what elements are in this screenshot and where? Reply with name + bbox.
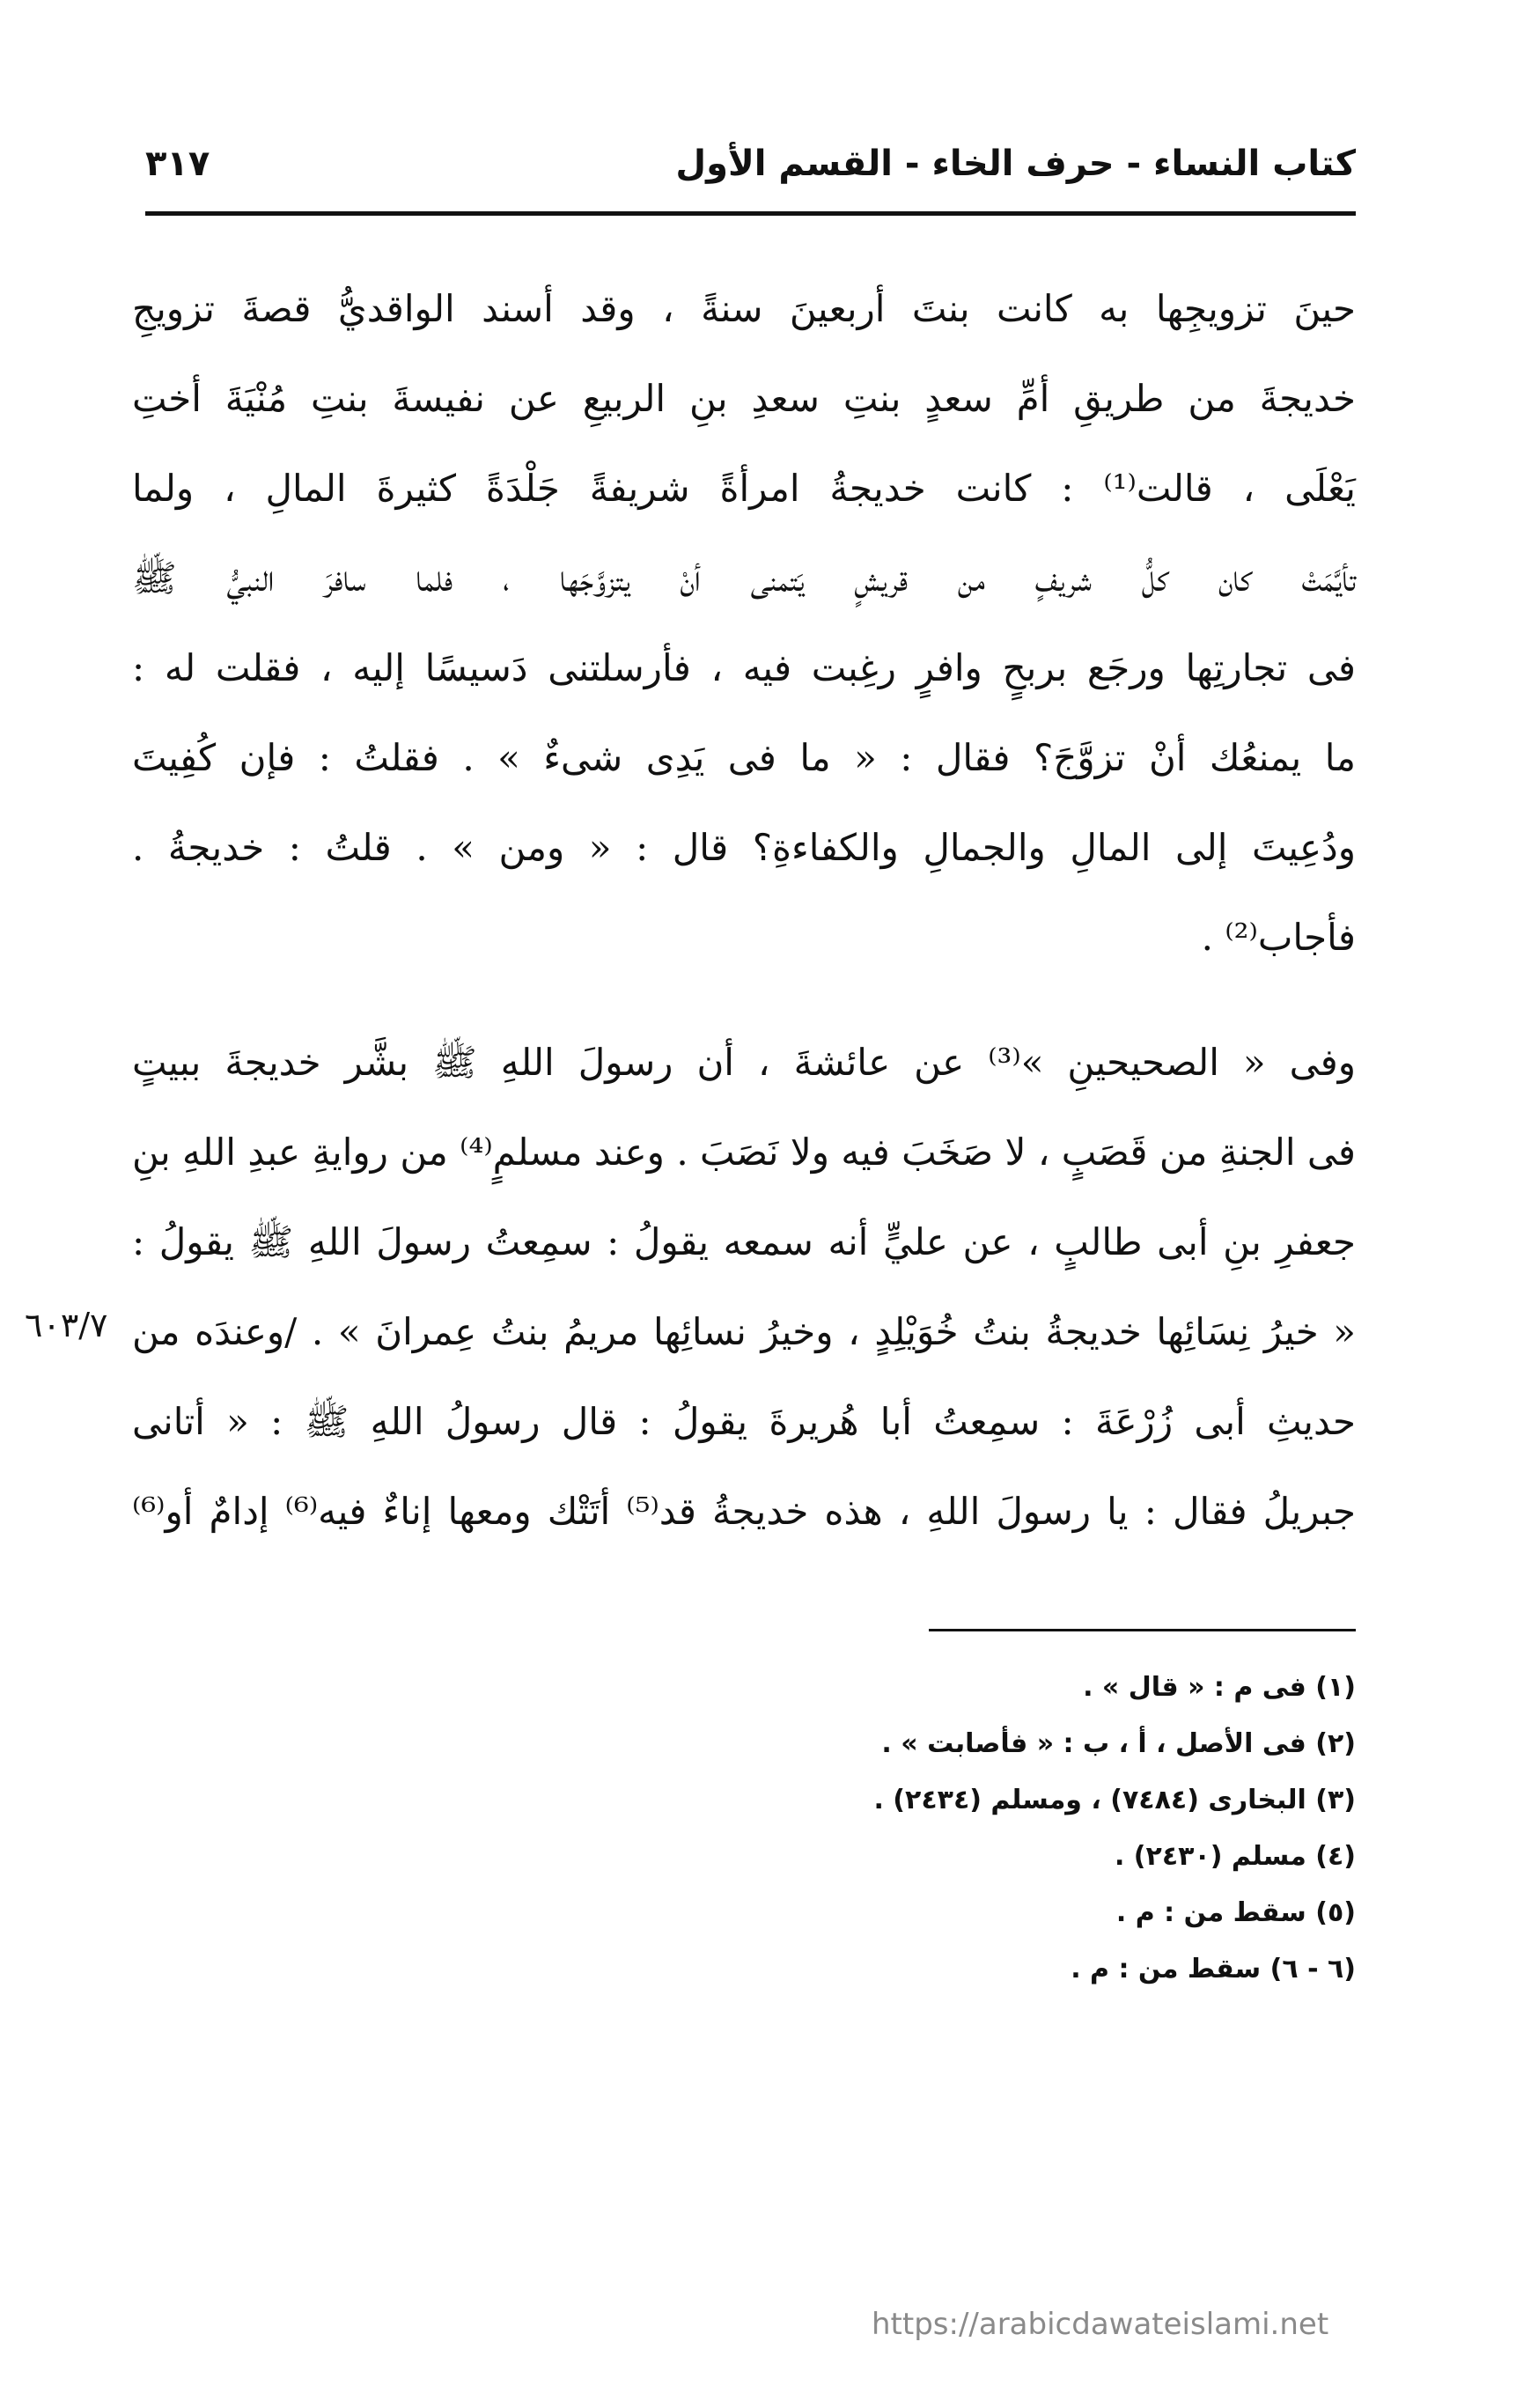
footnote: (١) فى م : « قال » . [1083, 1672, 1356, 1703]
page-number: ٣١٧ [145, 144, 210, 184]
text-line: فأجاب⁽²⁾ . [1201, 916, 1356, 959]
main-text [132, 264, 1356, 1557]
text-line: يَعْلَى ، قالت⁽¹⁾ : كانت خديجةُ امرأةً شريفةً جَلْدَةً كثيرةَ المالِ ، ولما [132, 467, 1356, 510]
footnote: (٥) سقط من : م . [1115, 1897, 1356, 1928]
text-line: فى تجارتِها ورجَع بربحٍ وافرٍ رغِبت فيه ، فأرسلتنى دَسيسًا إليه ، فقلت له : [132, 646, 1356, 689]
running-title: كتاب النساء - حرف الخاء - القسم الأول [675, 144, 1356, 184]
text-line: جعفرِ بنِ أبى طالبٍ ، عن عليٍّ أنه سمعه يقولُ : سمِعتُ رسولَ اللهِ ﷺ يقولُ : [132, 1220, 1356, 1263]
text-line: حينَ تزويجِها به كانت بنتَ أربعينَ سنةً ، وقد أسند الواقديُّ قصةَ تزويجِ [132, 287, 1356, 330]
page-header [145, 130, 1356, 201]
text-line: حديثِ أبى زُرْعَةَ : سمِعتُ أبا هُريرةَ يقولُ : قال رسولُ اللهِ ﷺ : « أتانى [132, 1400, 1356, 1443]
text-line: وفى « الصحيحينِ »⁽³⁾ عن عائشةَ ، أن رسولَ اللهِ ﷺ بشَّر خديجةَ ببيتٍ [132, 1041, 1356, 1084]
margin-volume-page-reference: ٦٠٣/٧ [25, 1306, 108, 1344]
footnote: (٦ - ٦) سقط من : م . [1071, 1954, 1356, 1985]
header-rule [145, 211, 1356, 216]
text-line: « خيرُ نِسَائِها خديجةُ بنتُ خُوَيْلِدٍ ، وخيرُ نسائِها مريمُ بنتُ عِمرانَ » . /وعندَه من [132, 1310, 1356, 1353]
footnotes [299, 1660, 1356, 1998]
text-line: خديجةَ من طريقِ أمِّ سعدٍ بنتِ سعدِ بنِ الربيعِ عن نفيسةَ بنتِ مُنْيَةَ أختِ [132, 377, 1356, 420]
footnote-rule [929, 1629, 1356, 1631]
footnote: (٤) مسلم (٢٤٣٠) . [1114, 1841, 1356, 1872]
text-line: جبريلُ فقال : يا رسولَ اللهِ ، هذه خديجةُ قد⁽⁵⁾ أتَتْك ومعها إناءٌ فيه⁽⁶⁾ إدامٌ أو⁽⁶⁾ [132, 1490, 1356, 1533]
text-line: ما يمنعُك أنْ تزوَّجَ؟ فقال : « ما فى يَدِى شىءٌ » . فقلتُ : فإن كُفِيتَ [132, 736, 1356, 779]
source-watermark: https://arabicdawateislami.net [872, 2307, 1329, 2342]
footnote: (٢) فى الأصل ، أ ، ب : « فأصابت » . [881, 1728, 1356, 1759]
footnote: (٣) البخارى (٧٤٨٤) ، ومسلم (٢٤٣٤) . [873, 1785, 1356, 1815]
text-line: ودُعِيتَ إلى المالِ والجمالِ والكفاءةِ؟ قال : « ومن » . قلتُ : خديجةُ . [132, 826, 1356, 869]
text-line: فى الجنةِ من قَصَبٍ ، لا صَخَبَ فيه ولا نَصَبَ . وعند مسلمٍ⁽⁴⁾ من روايةِ عبدِ اللهِ بنِ [132, 1130, 1356, 1174]
text-line: تأيَّمَتْ كان كلُّ شريفٍ من قريشٍ يَتمنى أنْ يتزوَّجَها ، فلما سافرَ النبيُّ ﷺ [132, 556, 1356, 600]
paragraph-gap [132, 983, 1356, 1018]
